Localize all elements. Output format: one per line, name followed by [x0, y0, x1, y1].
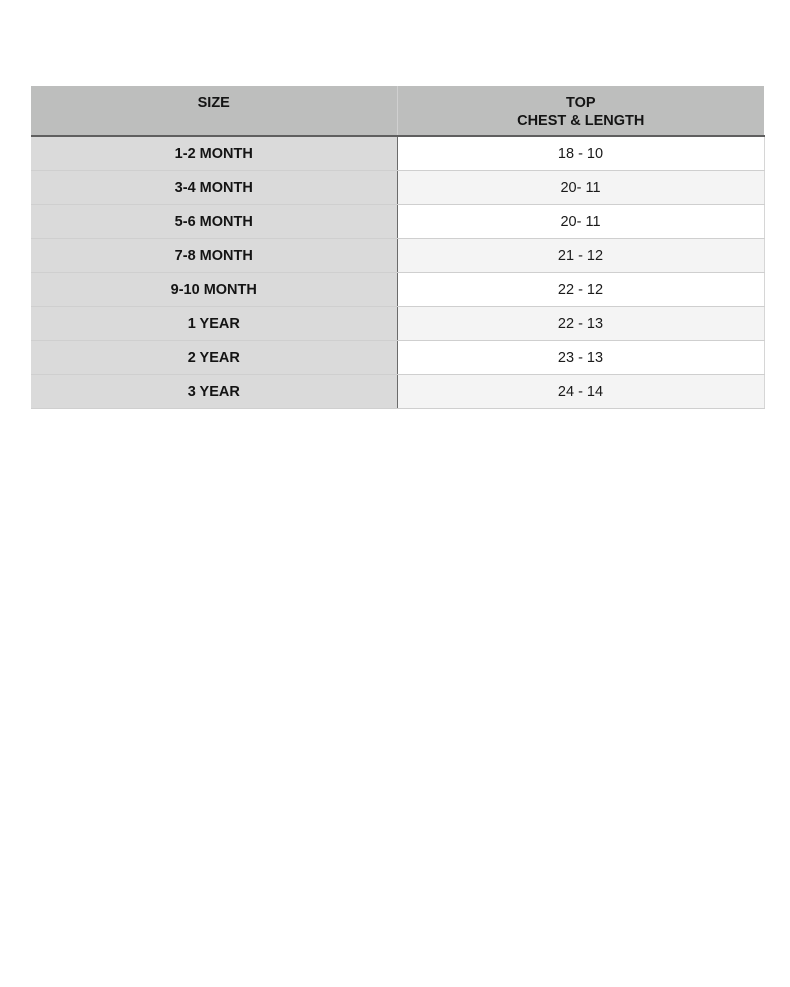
size-cell: 1 YEAR — [31, 307, 397, 341]
table-row — [31, 171, 764, 205]
chest-length-cell: 21 - 12 — [397, 239, 764, 273]
header-top-line2: CHEST & LENGTH — [517, 113, 645, 129]
size-cell: 7-8 MONTH — [31, 239, 397, 273]
size-cell: 3 YEAR — [31, 375, 397, 409]
table-row — [31, 273, 764, 307]
chest-length-cell: 22 - 12 — [397, 273, 764, 307]
header-top-labels — [398, 86, 765, 130]
size-chart-table — [31, 86, 765, 409]
chest-length-cell: 18 - 10 — [397, 136, 764, 171]
header-size — [31, 86, 397, 136]
header-size-label: SIZE — [197, 95, 230, 111]
header-row — [31, 86, 764, 136]
chest-length-cell: 24 - 14 — [397, 375, 764, 409]
table-row — [31, 136, 764, 171]
table-row — [31, 341, 764, 375]
chest-length-cell: 23 - 13 — [397, 341, 764, 375]
header-top-line1: TOP — [565, 95, 596, 111]
chest-length-cell: 20- 11 — [397, 171, 764, 205]
header-top — [397, 86, 764, 136]
size-cell: 1-2 MONTH — [31, 136, 397, 171]
table-row — [31, 205, 764, 239]
table-row — [31, 239, 764, 273]
table-header — [31, 86, 764, 136]
chest-length-cell: 22 - 13 — [397, 307, 764, 341]
chest-length-cell: 20- 11 — [397, 205, 764, 239]
size-cell: 5-6 MONTH — [31, 205, 397, 239]
table-row — [31, 307, 764, 341]
table-body — [31, 136, 764, 409]
size-cell: 2 YEAR — [31, 341, 397, 375]
size-cell: 3-4 MONTH — [31, 171, 397, 205]
size-cell: 9-10 MONTH — [31, 273, 397, 307]
table-row — [31, 375, 764, 409]
